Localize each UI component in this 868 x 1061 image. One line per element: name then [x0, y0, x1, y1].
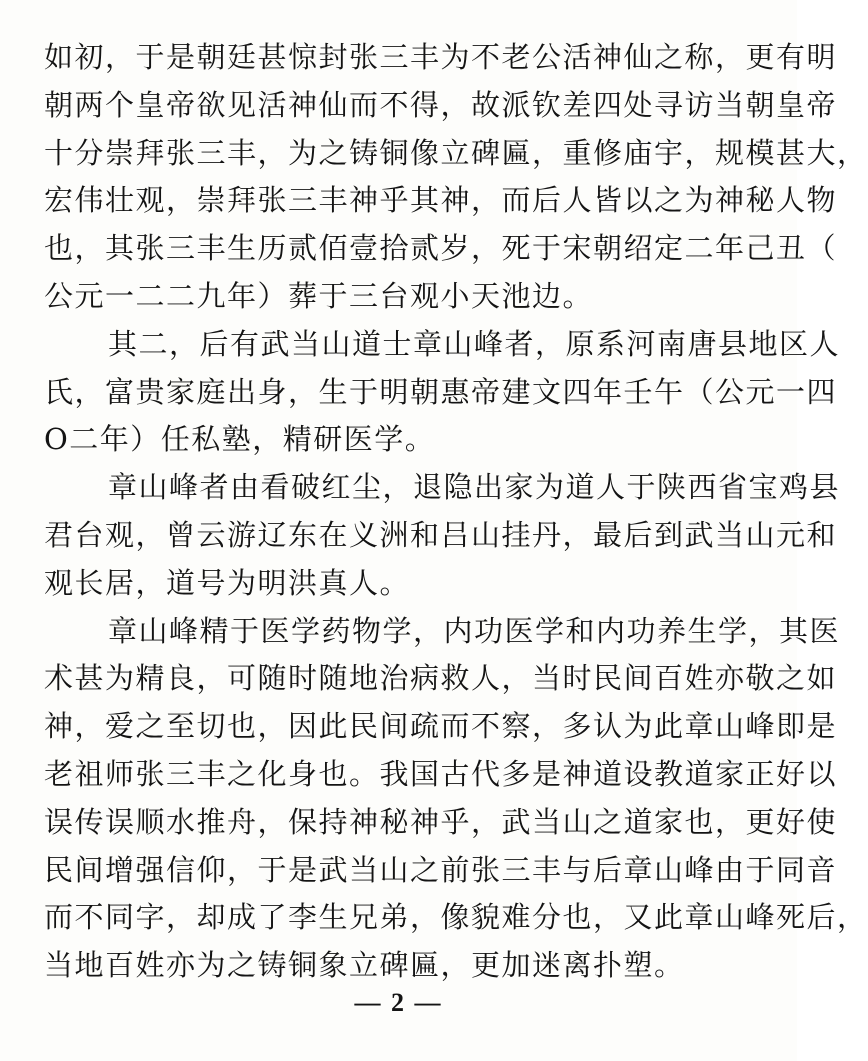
text-line: 神，爱之至切也，因此民间疏而不察，多认为此章山峰即是 — [44, 709, 838, 744]
body-text — [44, 34, 868, 990]
text-line: 老祖师张三丰之化身也。我国古代多是神道设教道家正好以 — [44, 756, 838, 791]
page-number: — 2 — — [354, 988, 443, 1017]
text-line: O二年）任私塾，精研医学。 — [44, 422, 436, 457]
text-line: 误传误顺水推舟，保持神秘神乎，武当山之道家也，更好使 — [44, 804, 838, 839]
text-line: 而不同字，却成了李生兄弟，像貌难分也，又此章山峰死后， — [44, 900, 868, 935]
text-line: 十分崇拜张三丰，为之铸铜像立碑匾，重修庙宇，规模甚大， — [44, 135, 868, 170]
text-line: 君台观，曾云游辽东在义洲和吕山挂丹，最后到武当山元和 — [44, 517, 838, 552]
text-line: 如初，于是朝廷甚惊封张三丰为不老公活神仙之称，更有明 — [44, 40, 838, 74]
text-line: 氏，富贵家庭出身，生于明朝惠帝建文四年壬午（公元一四 — [44, 374, 838, 409]
text-line: 公元一二二九年）葬于三台观小天池边。 — [44, 278, 594, 313]
text-line: 当地百姓亦为之铸铜象立碑匾，更加迷离扑塑。 — [44, 948, 685, 983]
paragraph-start-line: 章山峰精于医学药物学，内功医学和内功养生学，其医 — [108, 613, 841, 648]
text-line: 宏伟壮观，崇拜张三丰神乎其神，而后人皆以之为神秘人物 — [44, 183, 838, 218]
paragraph-start-line: 章山峰者由看破红尘，退隐出家为道人于陕西省宝鸡县 — [108, 470, 841, 505]
text-line: 也，其张三丰生历贰佰壹拾贰岁，死于宋朝绍定二年己丑（ — [44, 231, 838, 266]
text-line: 朝两个皇帝欲见活神仙而不得，故派钦差四处寻访当朝皇帝 — [44, 87, 838, 122]
text-line: 观长居，道号为明洪真人。 — [44, 565, 411, 600]
text-line: 术甚为精良，可随时随地治病救人，当时民间百姓亦敬之如 — [44, 661, 838, 696]
paragraph-start-line: 其二，后有武当山道士章山峰者，原系河南唐县地区人 — [108, 326, 841, 361]
text-line: 民间增强信仰，于是武当山之前张三丰与后章山峰由于同音 — [44, 852, 838, 887]
